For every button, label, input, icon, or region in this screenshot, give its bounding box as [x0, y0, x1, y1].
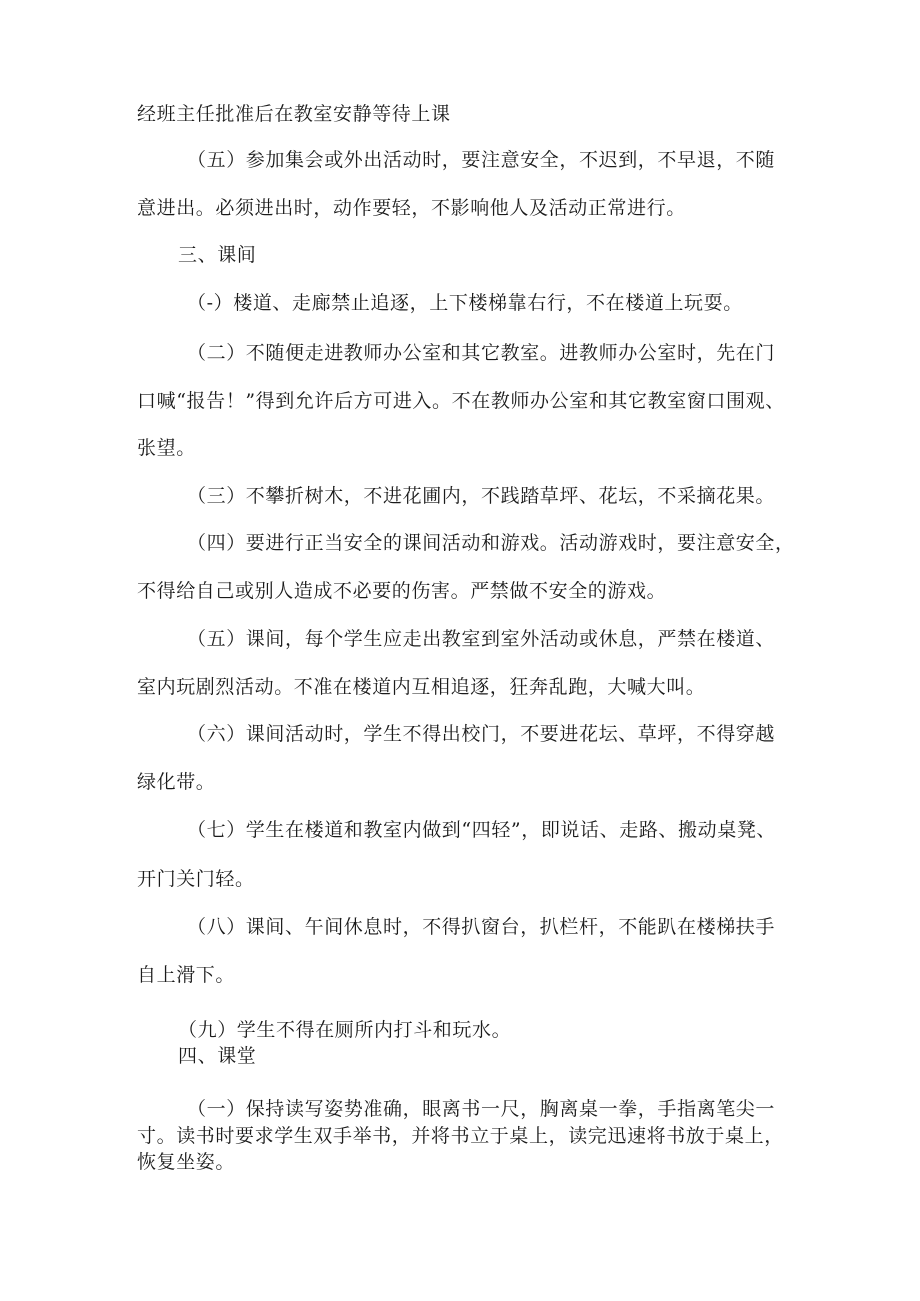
paragraph-line: 绿化带。 — [137, 771, 216, 793]
paragraph-line: （四）要进行正当安全的课间活动和游戏。活动游戏时，要注意安全， — [187, 532, 795, 554]
paragraph-line: （九）学生不得在厕所内打斗和玩水。 — [178, 1019, 512, 1041]
paragraph-line: （三）不攀折树木，不进花圃内，不践踏草坪、花坛，不采摘花果。 — [187, 485, 776, 507]
paragraph-line: 经班主任批准后在教室安静等待上课 — [137, 103, 451, 125]
paragraph-line: （五）参加集会或外出活动时，要注意安全，不迟到，不早退，不随 — [187, 149, 776, 171]
paragraph-line: （一）保持读写姿势准确，眼离书一尺，胸离桌一拳，手指离笔尖一 — [187, 1098, 776, 1120]
paragraph-line: （八）课间、午间休息时，不得扒窗台，扒栏杆，不能趴在楼梯扶手 — [187, 916, 776, 938]
paragraph-line: （七）学生在楼道和教室内做到“四轻”，即说话、走路、搬动桌凳、 — [187, 819, 777, 841]
paragraph-line: 不得给自己或别人造成不必要的伤害。严禁做不安全的游戏。 — [137, 580, 667, 602]
paragraph-line: （五）课间，每个学生应走出教室到室外活动或休息，严禁在楼道、 — [187, 628, 776, 650]
paragraph-line: （六）课间活动时，学生不得出校门，不要进花坛、草坪，不得穿越 — [187, 723, 776, 745]
paragraph-line: 室内玩剧烈活动。不准在楼道内互相追逐，狂奔乱跑，大喊大叫。 — [137, 676, 706, 698]
section-heading-recess: 三、课间 — [178, 244, 257, 266]
paragraph-line: （-）楼道、走廊禁止追逐，上下楼梯靠右行，不在楼道上玩耍。 — [187, 292, 743, 314]
paragraph-line: 开门关门轻。 — [137, 868, 255, 890]
paragraph-line: 自上滑下。 — [137, 964, 236, 986]
paragraph-line: 张望。 — [137, 437, 196, 459]
paragraph-line: 寸。读书时要求学生双手举书，并将书立于桌上，读完迅速将书放于桌上， — [137, 1125, 784, 1147]
paragraph-line: 恢复坐姿。 — [137, 1151, 236, 1173]
section-heading-classroom: 四、课堂 — [178, 1045, 257, 1067]
paragraph-line: （二）不随便走进教师办公室和其它教室。进教师办公室时，先在门 — [187, 342, 776, 364]
paragraph-line: 口喊“报告！”得到允许后方可进入。不在教师办公室和其它教室窗口围观、 — [137, 390, 785, 412]
paragraph-line: 意进出。必须进出时，动作要轻，不影响他人及活动正常进行。 — [137, 197, 686, 219]
